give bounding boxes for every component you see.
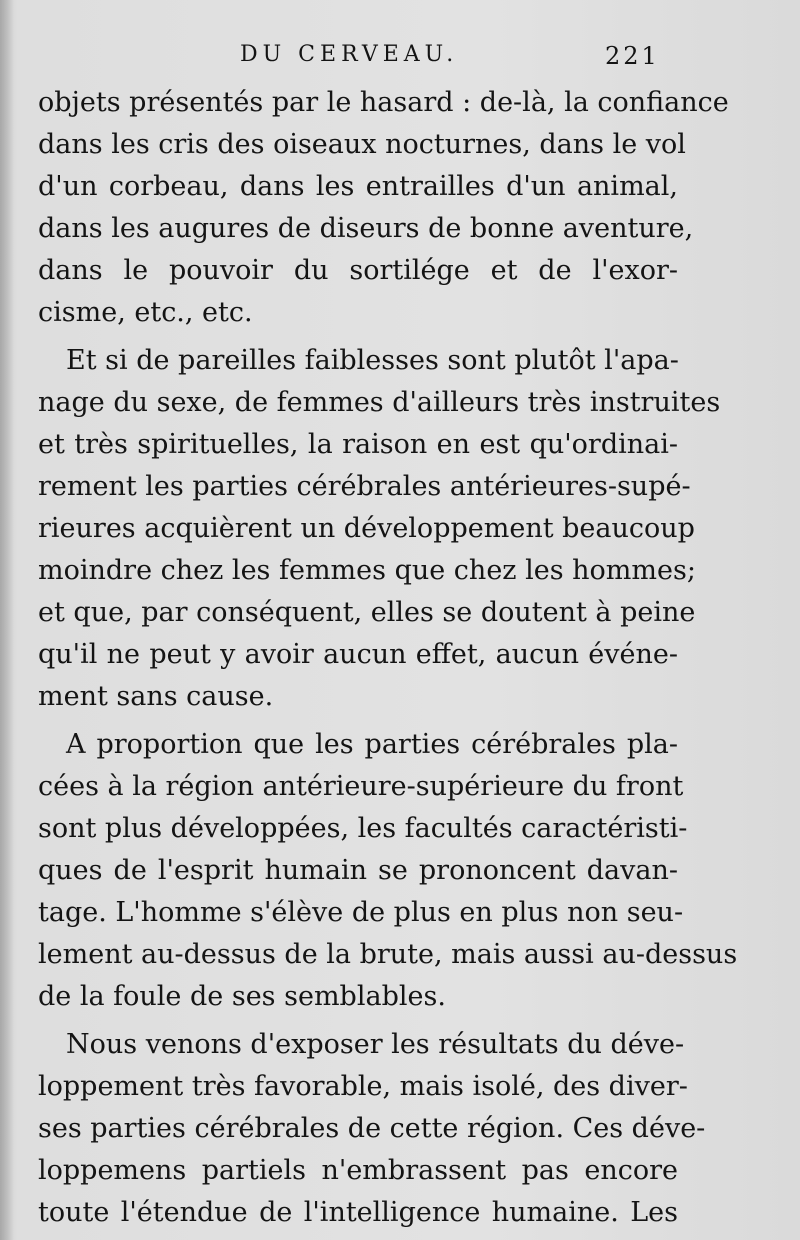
text-line: dans les augures de diseurs de bonne aventure, <box>38 213 694 244</box>
paragraph-4 <box>38 1024 706 1234</box>
running-title: DU CERVEAU. <box>240 42 459 67</box>
text-line: tage. L'homme s'élève de plus en plus non seu- <box>38 897 684 928</box>
text-line: moindre chez les femmes que chez les hommes; <box>38 555 696 586</box>
text-line: dans les cris des oiseaux nocturnes, dans le vol <box>38 129 686 160</box>
text-line: nage du sexe, de femmes d'ailleurs très instruites <box>38 387 721 418</box>
text-line: sont plus développées, les facultés caractéristi- <box>38 813 688 844</box>
page-number: 221 <box>605 42 660 70</box>
text-line: Et si de pareilles faiblesses sont plutôt l'apa- <box>66 345 679 376</box>
paragraph-3 <box>38 724 738 1018</box>
gutter-shadow <box>0 0 14 1240</box>
text-line: cées à la région antérieure-supérieure du front <box>38 771 684 802</box>
text-line: ses parties cérébrales de cette région. Ces déve- <box>38 1113 706 1144</box>
text-line: toute l'étendue de l'intelligence humaine. Les <box>38 1197 678 1228</box>
text-line: cisme, etc., etc. <box>38 297 253 328</box>
text-line: et que, par conséquent, elles se doutent à peine <box>38 597 696 628</box>
text-line: et très spirituelles, la raison en est qu'ordinai- <box>38 429 678 460</box>
text-line: de la foule de ses semblables. <box>38 981 446 1012</box>
text-line: Nous venons d'exposer les résultats du déve- <box>66 1029 685 1060</box>
text-line: objets présentés par le hasard : de-là, la confiance <box>38 87 729 118</box>
text-block <box>38 82 738 1234</box>
text-line: loppemens partiels n'embrassent pas encore <box>38 1155 678 1186</box>
text-line: loppement très favorable, mais isolé, des diver- <box>38 1071 688 1102</box>
text-line: A proportion que les parties cérébrales pla- <box>66 729 678 760</box>
running-head <box>0 40 800 80</box>
text-line: qu'il ne peut y avoir aucun effet, aucun événe- <box>38 639 678 670</box>
text-line: rieures acquièrent un développement beaucoup <box>38 513 695 544</box>
text-line: dans le pouvoir du sortilége et de l'exor- <box>38 255 678 286</box>
text-line: ques de l'esprit humain se prononcent davan- <box>38 855 678 886</box>
text-line: d'un corbeau, dans les entrailles d'un animal, <box>38 171 678 202</box>
text-line: ment sans cause. <box>38 681 274 712</box>
text-line: rement les parties cérébrales antérieures-supé- <box>38 471 691 502</box>
paragraph-2 <box>38 340 721 718</box>
text-line: lement au-dessus de la brute, mais aussi au-dessus <box>38 939 738 970</box>
paragraph-1 <box>38 82 729 334</box>
